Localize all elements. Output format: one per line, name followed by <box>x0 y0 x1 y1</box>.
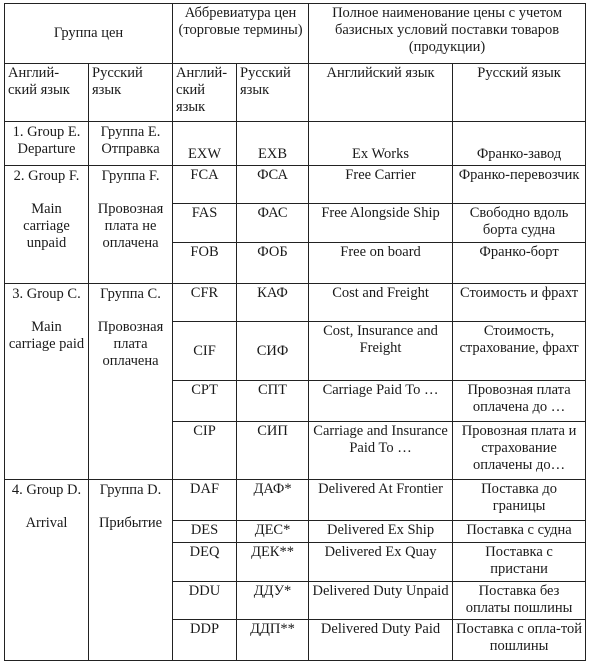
full-en: Carriage and Insurance Paid To … <box>309 421 453 479</box>
table-row <box>5 479 586 520</box>
full-en: Delivered Duty Unpaid <box>309 581 453 620</box>
header-row-main <box>5 4 586 64</box>
abbr-en: CIP <box>173 421 237 479</box>
header-row-languages <box>5 64 586 122</box>
table-row <box>5 121 586 165</box>
full-ru: Провозная плата оплачена до … <box>453 381 586 422</box>
abbr-ru: ЕХВ <box>237 121 309 165</box>
abbr-en: CPT <box>173 381 237 422</box>
full-en: Free Carrier <box>309 165 453 204</box>
group-d-english <box>5 479 89 660</box>
full-en: Delivered At Frontier <box>309 479 453 520</box>
abbr-en: DES <box>173 520 237 542</box>
full-ru: Провозная плата и страхование оплачены до… <box>453 421 586 479</box>
group-c-english <box>5 283 89 479</box>
group-desc: Departure <box>17 140 76 157</box>
header-group-russian: Русский язык <box>89 64 173 122</box>
full-ru: Поставка с пристани <box>453 542 586 581</box>
header-full-english: Английский язык <box>309 64 453 122</box>
header-abbr-english: Англий-ский язык <box>173 64 237 122</box>
full-ru: Франко-борт <box>453 242 586 283</box>
abbr-ru: ДЕС* <box>237 520 309 542</box>
header-group-english: Англий-ский язык <box>5 64 89 122</box>
header-full-russian: Русский язык <box>453 64 586 122</box>
abbr-ru: ФОБ <box>237 242 309 283</box>
abbr-en: DDU <box>173 581 237 620</box>
group-desc: Main carriage paid <box>8 318 85 352</box>
full-en: Delivered Ex Quay <box>309 542 453 581</box>
group-title: Группа F. <box>101 167 160 184</box>
group-title: 2. Group F. <box>13 167 80 184</box>
abbr-en: FOB <box>173 242 237 283</box>
full-en: Delivered Ex Ship <box>309 520 453 542</box>
full-ru: Франко-завод <box>453 121 586 165</box>
abbr-en: DEQ <box>173 542 237 581</box>
abbr-ru: СПТ <box>237 381 309 422</box>
table-row <box>5 165 586 204</box>
abbr-ru: ДАФ* <box>237 479 309 520</box>
abbr-ru: ФАС <box>237 204 309 243</box>
group-e-english <box>5 121 89 165</box>
full-ru: Поставка с опла-той пошлины <box>453 620 586 661</box>
header-price-group: Группа цен <box>5 4 173 64</box>
abbr-ru: СИП <box>237 421 309 479</box>
full-en: Cost and Freight <box>309 283 453 322</box>
abbr-en: EXW <box>173 121 237 165</box>
abbr-ru: ФСА <box>237 165 309 204</box>
full-en: Ex Works <box>309 121 453 165</box>
abbr-en: CFR <box>173 283 237 322</box>
group-desc: Main carriage unpaid <box>23 200 70 251</box>
group-title: Группа D. <box>99 481 162 498</box>
header-abbr-russian: Русский язык <box>237 64 309 122</box>
group-f-russian <box>89 165 173 283</box>
group-title: 4. Group D. <box>11 481 82 498</box>
group-desc: Прибытие <box>98 514 163 531</box>
full-en: Free on board <box>309 242 453 283</box>
full-en: Free Alongside Ship <box>309 204 453 243</box>
group-title: Группа С. <box>100 285 161 302</box>
abbr-ru: ДЕК** <box>237 542 309 581</box>
table-row <box>5 283 586 322</box>
abbr-ru: КАФ <box>237 283 309 322</box>
group-desc: Провозная плата оплачена <box>97 318 164 369</box>
abbr-ru: ДДП** <box>237 620 309 661</box>
group-title: 3. Group C. <box>12 285 81 302</box>
full-ru: Поставка с судна <box>453 520 586 542</box>
abbr-ru: СИФ <box>237 322 309 381</box>
group-title: 1. Group E. <box>12 123 81 140</box>
full-ru: Поставка до границы <box>453 479 586 520</box>
full-en: Carriage Paid To … <box>309 381 453 422</box>
group-f-english <box>5 165 89 283</box>
abbr-en: FCA <box>173 165 237 204</box>
abbr-en: DAF <box>173 479 237 520</box>
group-d-russian <box>89 479 173 660</box>
group-desc: Отправка <box>101 140 160 157</box>
group-title: Группа Е. <box>100 123 161 140</box>
abbr-en: DDP <box>173 620 237 661</box>
header-abbr: Аббревиатура цен (торговые термины) <box>173 4 309 64</box>
group-desc: Arrival <box>25 514 68 531</box>
full-en: Delivered Duty Paid <box>309 620 453 661</box>
header-full-name: Полное наименование цены с учетом базисных условий поставки товаров (продукции) <box>309 4 586 64</box>
full-ru: Стоимость, страхование, фрахт <box>453 322 586 381</box>
group-e-russian <box>89 121 173 165</box>
group-c-russian <box>89 283 173 479</box>
full-en: Cost, Insurance and Freight <box>309 322 453 381</box>
abbr-en: CIF <box>173 322 237 381</box>
incoterms-table <box>4 3 586 661</box>
abbr-en: FAS <box>173 204 237 243</box>
full-ru: Поставка без оплаты пошлины <box>453 581 586 620</box>
full-ru: Франко-перевозчик <box>453 165 586 204</box>
full-ru: Свободно вдоль борта судна <box>453 204 586 243</box>
abbr-ru: ДДУ* <box>237 581 309 620</box>
group-desc: Провозная плата не оплачена <box>97 200 164 251</box>
full-ru: Стоимость и фрахт <box>453 283 586 322</box>
